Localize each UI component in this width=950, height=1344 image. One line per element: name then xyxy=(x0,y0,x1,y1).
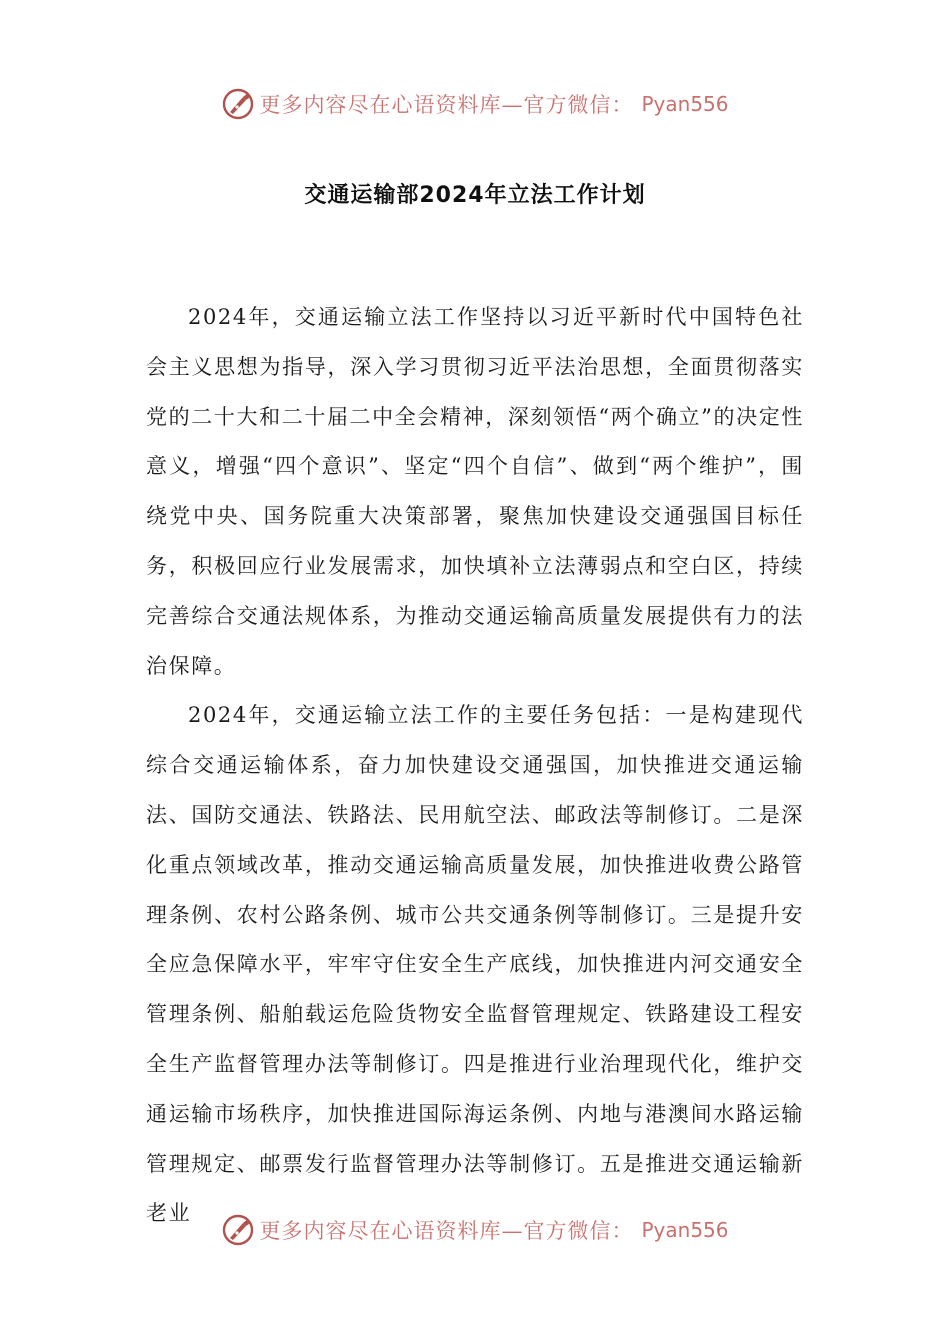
watermark-handle: Pyan556 xyxy=(641,1218,729,1242)
pen-nib-logo-icon xyxy=(221,87,255,121)
watermark-footer xyxy=(0,1210,950,1250)
watermark-text: 更多内容尽在心语资料库—官方微信： xyxy=(259,93,634,117)
watermark-header xyxy=(0,84,950,124)
watermark-text: 更多内容尽在心语资料库—官方微信： xyxy=(259,1219,634,1243)
document-title: 交通运输部2024年立法工作计划 xyxy=(304,183,646,208)
paragraph: 2024年，交通运输立法工作坚持以习近平新时代中国特色社会主义思想为指导，深入学习贯彻习近平法治思想，全面贯彻落实党的二十大和二十届二中全会精神，深刻领悟“两个确立”的决定性意义，增强“四个意识”、坚定“四个自信”、做到“两个维护”，围绕党中央、国务院重大决策部署，聚焦加快建设交通强国目标任务，积极回应行业发展需求，加快填补立法薄弱点和空白区，持续完善综合交通法规体系，为推动交通运输高质量发展提供有力的法治保障。 xyxy=(146,305,804,678)
paragraph: 2024年，交通运输立法工作的主要任务包括：一是构建现代综合交通运输体系，奋力加快建设交通强国，加快推进交通运输法、国防交通法、铁路法、民用航空法、邮政法等制修订。二是深化重点领域改革，推动交通运输高质量发展，加快推进收费公路管理条例、农村公路条例、城市公共交通条例等制修订。三是提升安全应急保障水平，牢牢守住安全生产底线，加快推进内河交通安全管理条例、船舶载运危险货物安全监督管理规定、铁路建设工程安全生产监督管理办法等制修订。四是推进行业治理现代化，维护交通运输市场秩序，加快推进国际海运条例、内地与港澳间水路运输管理规定、邮票发行监督管理办法等制修订。五是推进交通运输新老业 xyxy=(146,703,804,1226)
watermark-handle: Pyan556 xyxy=(641,92,729,116)
document-body xyxy=(146,293,804,1239)
pen-nib-logo-icon xyxy=(221,1213,255,1247)
